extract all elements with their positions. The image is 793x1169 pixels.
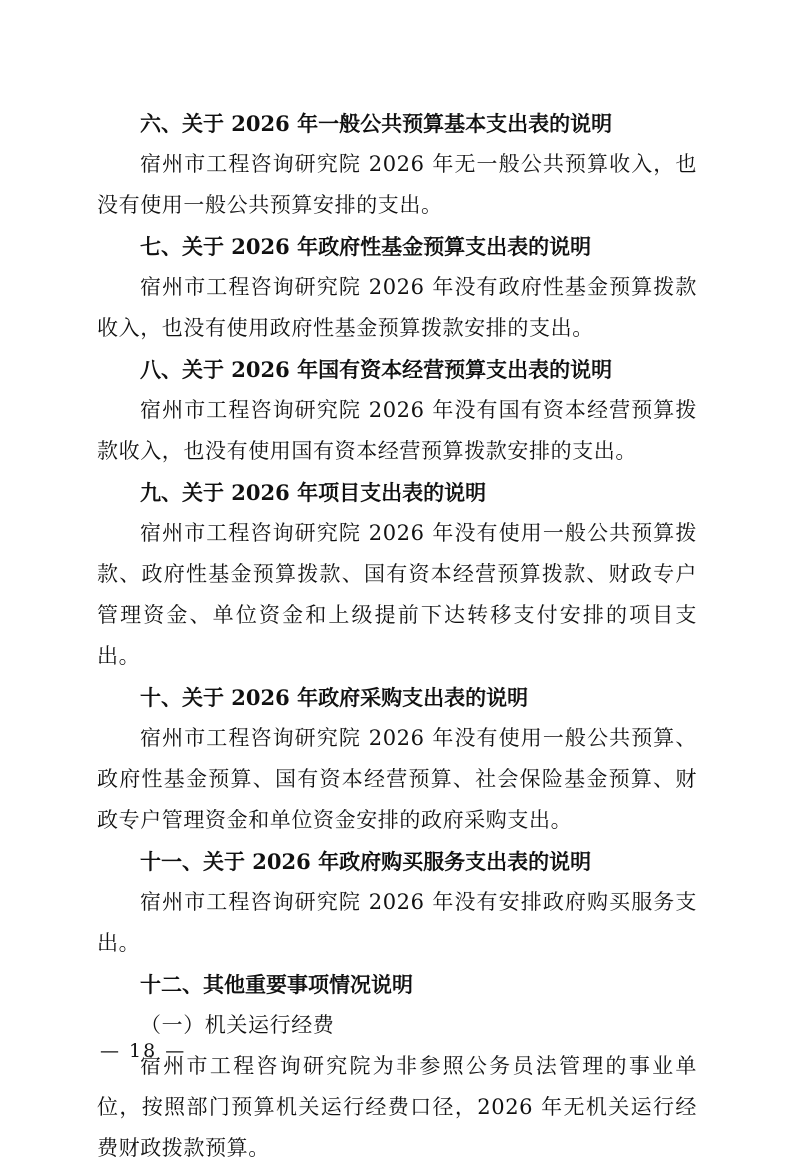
section-heading: 十二、其他重要事项情况说明 — [140, 972, 413, 997]
section-heading: 十、关于 2026 年政府采购支出表的说明 — [140, 685, 529, 710]
section-heading: 八、关于 2026 年国有资本经营预算支出表的说明 — [140, 357, 613, 382]
section-6 — [97, 103, 697, 226]
section-12 — [97, 964, 697, 1169]
section-subheading: （一）机关运行经费 — [140, 1013, 335, 1037]
section-paragraph: 宿州市工程咨询研究院 2026 年没有使用一般公共预算拨款、政府性基金预算拨款、国有资本经营预算拨款、财政专户管理资金、单位资金和上级提前下达转移支付安排的项目支出。 — [97, 521, 697, 668]
section-paragraph: 宿州市工程咨询研究院 2026 年无一般公共预算收入，也没有使用一般公共预算安排的支出。 — [97, 152, 697, 217]
section-8 — [97, 349, 697, 472]
section-heading: 七、关于 2026 年政府性基金预算支出表的说明 — [140, 234, 592, 259]
section-11 — [97, 841, 697, 964]
document-body — [97, 103, 697, 1169]
section-7 — [97, 226, 697, 349]
section-heading: 九、关于 2026 年项目支出表的说明 — [140, 480, 487, 505]
section-heading: 十一、关于 2026 年政府购买服务支出表的说明 — [140, 849, 592, 874]
section-9 — [97, 472, 697, 677]
section-heading: 六、关于 2026 年一般公共预算基本支出表的说明 — [140, 111, 613, 136]
section-paragraph: 宿州市工程咨询研究院 2026 年没有安排政府购买服务支出。 — [97, 890, 697, 955]
section-paragraph: 宿州市工程咨询研究院为非参照公务员法管理的事业单位，按照部门预算机关运行经费口径，2026 年无机关运行经费财政拨款预算。 — [97, 1054, 697, 1160]
section-paragraph: 宿州市工程咨询研究院 2026 年没有国有资本经营预算拨款收入，也没有使用国有资本经营预算拨款安排的支出。 — [97, 398, 697, 463]
section-10 — [97, 677, 697, 841]
section-paragraph: 宿州市工程咨询研究院 2026 年没有政府性基金预算拨款收入，也没有使用政府性基金预算拨款安排的支出。 — [97, 275, 697, 340]
page-number: — 18 — — [100, 1040, 187, 1062]
section-paragraph: 宿州市工程咨询研究院 2026 年没有使用一般公共预算、政府性基金预算、国有资本经营预算、社会保险基金预算、财政专户管理资金和单位资金安排的政府采购支出。 — [97, 726, 697, 832]
